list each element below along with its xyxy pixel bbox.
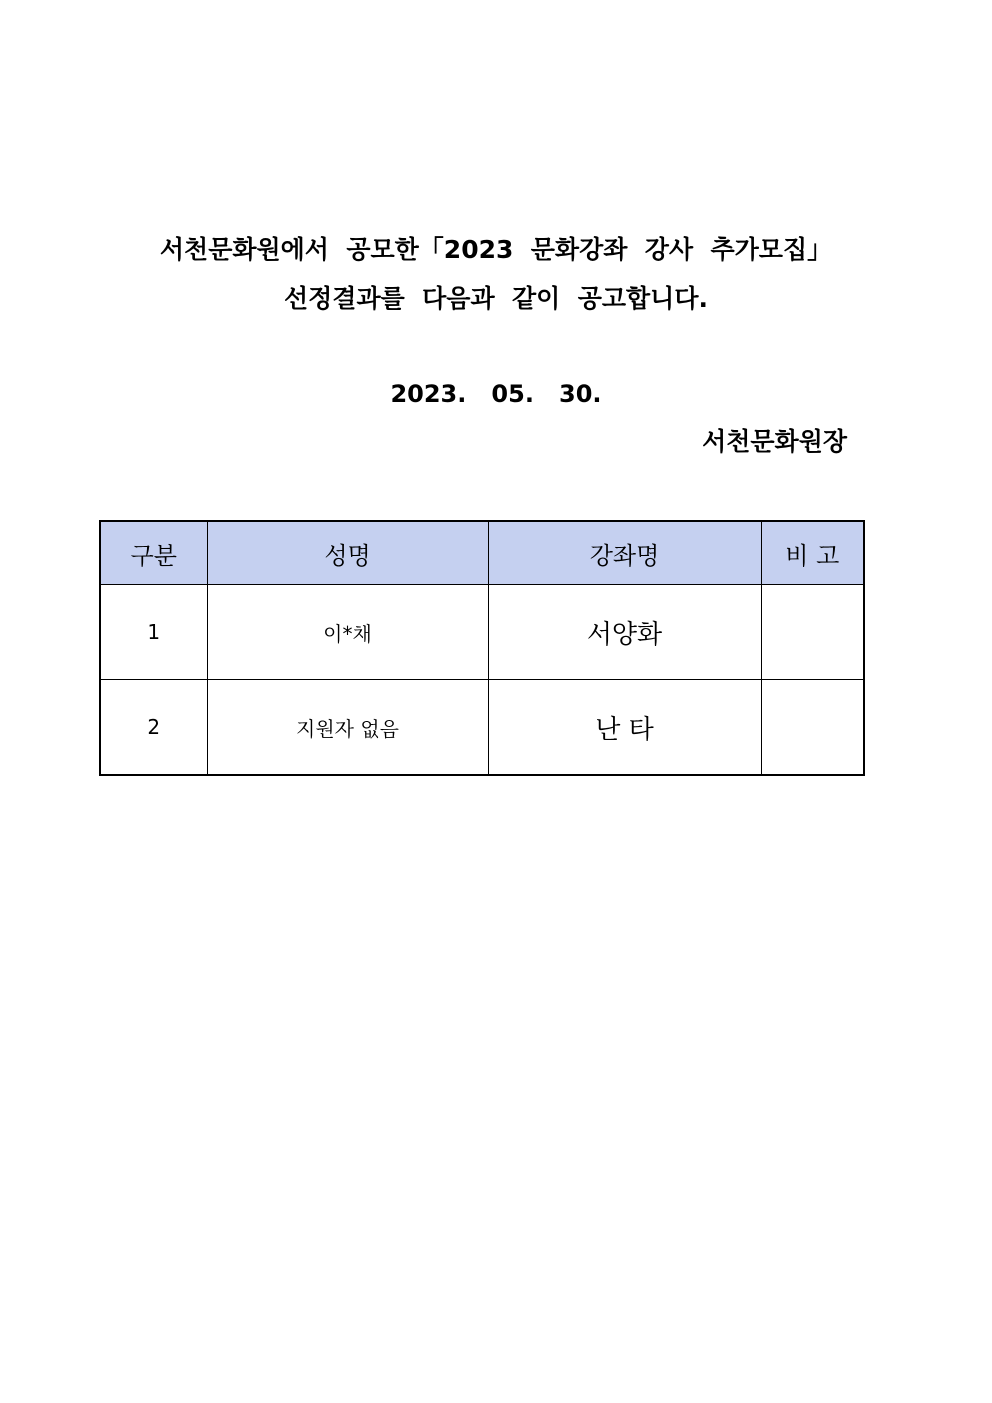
row-note (761, 680, 864, 776)
header-category: 구분 (100, 521, 207, 585)
row-note (761, 585, 864, 680)
notice-line-2: 선정결과를 다음과 같이 공고합니다. (284, 284, 708, 313)
selection-result-table (99, 520, 865, 776)
notice-signer: 서천문화원장 (702, 427, 847, 456)
row-number: 2 (100, 680, 207, 776)
table-header-row (100, 521, 864, 585)
notice-date: 2023. 05. 30. (390, 380, 602, 408)
table-row (100, 585, 864, 680)
table-row (100, 680, 864, 776)
row-course: 난 타 (488, 680, 761, 776)
header-name: 성명 (207, 521, 488, 585)
row-course: 서양화 (488, 585, 761, 680)
row-name: 이*채 (207, 585, 488, 680)
notice-line-1: 서천문화원에서 공모한「2023 문화강좌 강사 추가모집」 (159, 235, 833, 264)
row-name: 지원자 없음 (207, 680, 488, 776)
header-course: 강좌명 (488, 521, 761, 585)
row-number: 1 (100, 585, 207, 680)
header-note: 비 고 (761, 521, 864, 585)
